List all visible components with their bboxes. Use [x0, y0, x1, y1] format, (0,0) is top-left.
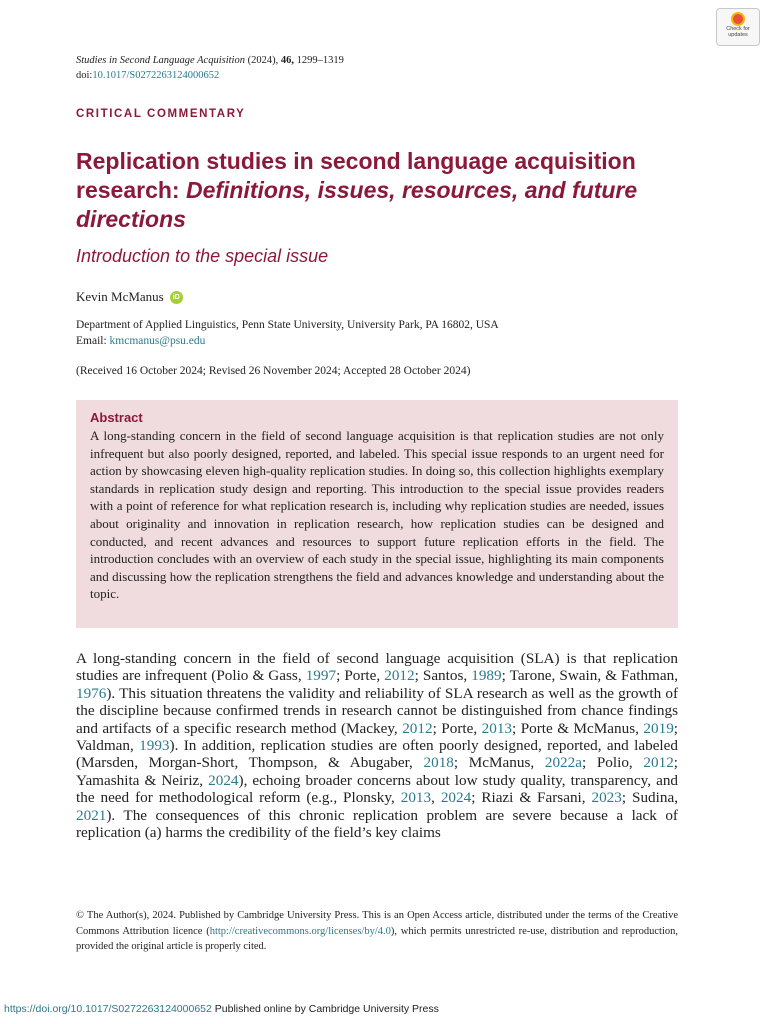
abstract-text: A long-standing concern in the field of second language acquisition is that replication studies are not only infrequent but also poorly designed, reported, and labeled. This special issue responds to an urgent need for action by showcasing eleven high-quality replication studies. In doing so, this collection highlights exemplary standards in replication study design and reporting. This introduction to the special issue provides readers with a point of reference for what replication research is, including why replication studies are needed, issues about originality and innovation in replication research, how replication studies can be designed and conducted, and recent advances and resources to support future replication efforts in the field. The introduction concludes with an overview of each study in the special issue, highlighting its main components and discussing how the replication strengthens the field and advances knowledge and understanding about the topic.: [90, 428, 664, 602]
check-updates-label: Check for updates: [726, 26, 750, 38]
crossmark-icon: [731, 12, 745, 26]
journal-pages: 1299–1319: [296, 55, 344, 66]
article-title: [76, 147, 706, 234]
article-subtitle: Introduction to the special issue: [76, 246, 329, 266]
license-link[interactable]: http://creativecommons.org/licenses/by/4.0: [209, 925, 391, 937]
affiliation: [76, 317, 499, 349]
doi-url-link[interactable]: https://doi.org/10.1017/S0272263124000652: [4, 1003, 212, 1015]
citation-link[interactable]: 2012: [643, 754, 674, 772]
journal-volume: 46,: [280, 55, 294, 66]
citation-link[interactable]: 2013: [400, 789, 432, 807]
citation-link[interactable]: 2018: [423, 754, 454, 772]
doi-link[interactable]: 10.1017/S0272263124000652: [92, 69, 220, 81]
check-for-updates-badge[interactable]: [716, 8, 760, 46]
section-label: CRITICAL COMMENTARY: [76, 108, 246, 120]
author-name[interactable]: Kevin McManus: [76, 289, 164, 304]
abstract-heading: Abstract: [90, 410, 143, 425]
citation-link[interactable]: 2012: [402, 719, 433, 737]
citation-link[interactable]: 1993: [139, 737, 170, 755]
body-paragraph: A long-standing concern in the field of second language acquisition (SLA) is that replication studies are infrequent (Polio & Gass, 1997; Porte, 2012; Santos, 1989; Tarone, Swain, & Fathman, 1976). This situation threatens the validity and reliability of SLA research as well as the growth of the discipline because confirmed trends in research cannot be distinguished from chance findings and artifacts of a specific research method (Mackey, 2012; Porte, 2013; Porte & McManus, 2019; Valdman, 1993). In addition, replication studies are often poorly designed, reported, and labeled (Marsden, Morgan-Short, Thompson, & Abugaber, 2018; McManus, 2022a; Polio, 2012; Yamashita & Neiriz, 2024), echoing broader concerns about low study quality, transparency, and the need for methodological reform (e.g., Plonsky, 2013, 2024; Riazi & Farsani, 2023; Sudina, 2021). The consequences of this chronic replication problem are severe because a lack of replication (a) harms the credibility of the field’s key claims: [76, 650, 679, 842]
citation-link[interactable]: 1976: [76, 684, 107, 702]
doi-line: doi:10.1017/S0272263124000652: [76, 69, 220, 81]
journal-citation: [76, 54, 344, 83]
citation-link[interactable]: 2021: [76, 806, 107, 824]
title-italic: Definitions, issues, resources, and future directions: [76, 177, 638, 232]
copyright-footer: © The Author(s), 2024. Published by Cambridge University Press. This is an Open Access article, distributed under the terms of the Creative Commons Attribution licence (http://creativecommons.org/licenses/by/4.0), which permits unrestricted re-use, distribution and reproduction, provided the original article is properly cited.: [76, 910, 679, 952]
citation-link[interactable]: 2023: [591, 789, 622, 807]
journal-name: Studies in Second Language Acquisition: [76, 55, 245, 66]
publication-dates: (Received 16 October 2024; Revised 26 November 2024; Accepted 28 October 2024): [76, 365, 471, 377]
citation-link[interactable]: 2024: [440, 789, 472, 807]
citation-link[interactable]: 1997: [305, 667, 337, 685]
citation-link[interactable]: 2024: [208, 771, 239, 789]
citation-link[interactable]: 1989: [471, 667, 502, 685]
author-line: [76, 289, 183, 305]
journal-year: (2024),: [247, 55, 279, 66]
department: Department of Applied Linguistics, Penn State University, University Park, PA 16802, USA: [76, 319, 499, 331]
abstract-box: [76, 400, 678, 628]
orcid-icon[interactable]: iD: [170, 291, 183, 304]
journal-line: [76, 54, 344, 69]
citation-link[interactable]: 2012: [384, 667, 415, 685]
email-link[interactable]: kmcmanus@psu.edu: [109, 335, 206, 347]
citation-link[interactable]: 2022a: [544, 754, 582, 772]
citation-link[interactable]: 2019: [643, 719, 674, 737]
title-main: Replication studies in second language acquisition research:: [76, 148, 636, 203]
email-line: Email: kmcmanus@psu.edu: [76, 335, 206, 347]
published-online-bar: https://doi.org/10.1017/S0272263124000652 Published online by Cambridge University Press: [4, 1003, 439, 1015]
citation-link[interactable]: 2013: [481, 719, 512, 737]
